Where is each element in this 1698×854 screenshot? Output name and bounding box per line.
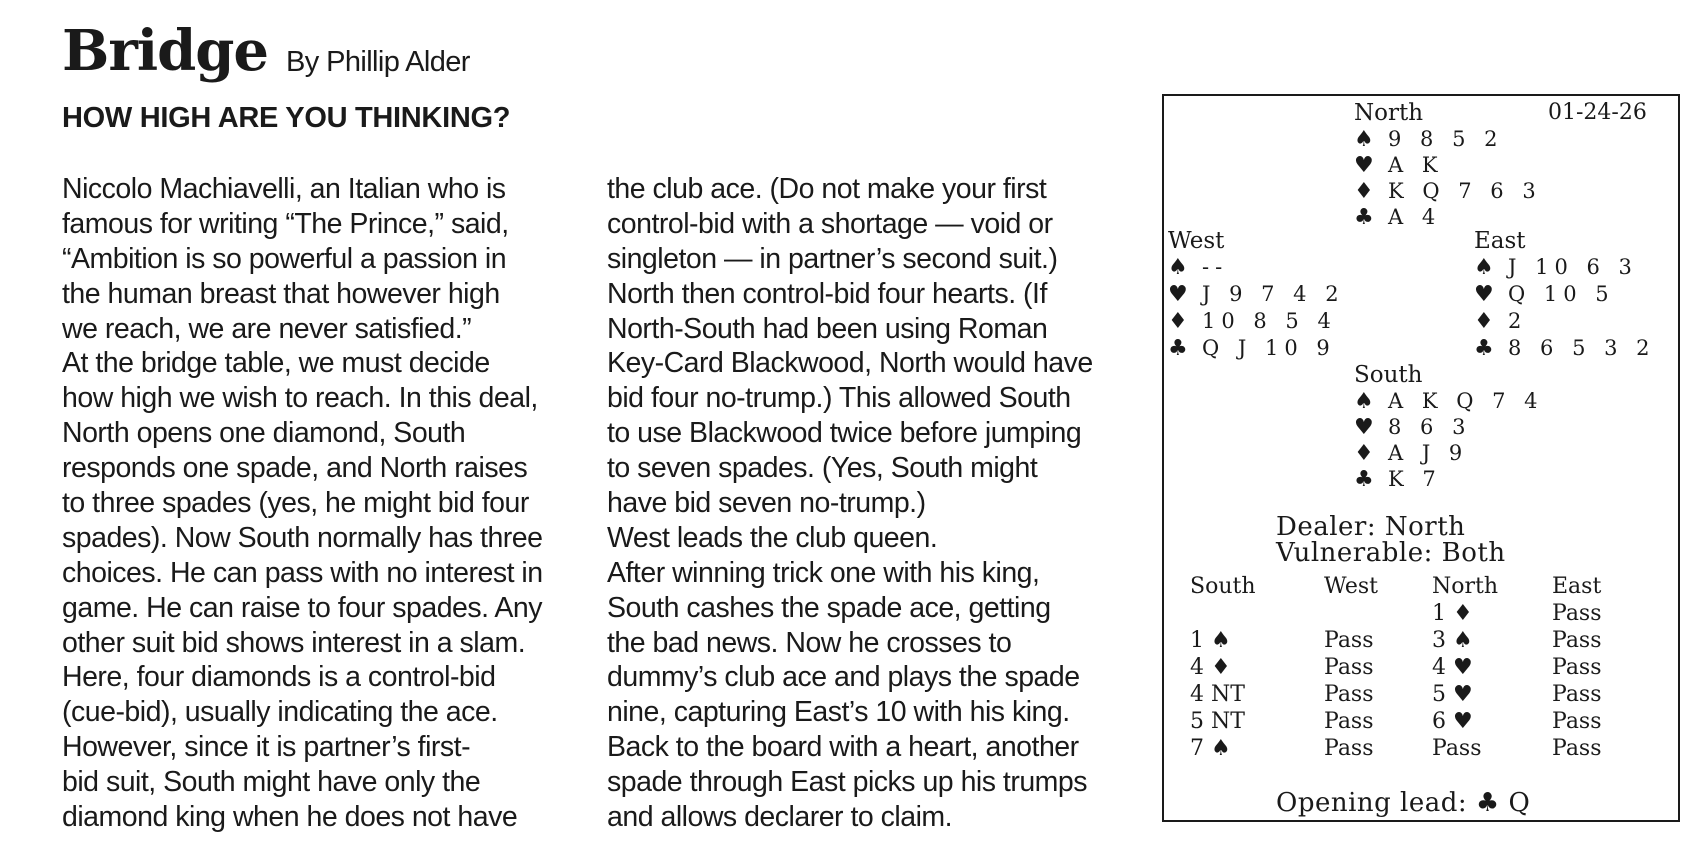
auction-bid: Pass [1552,601,1602,626]
south-spades [1354,388,1544,415]
text-line: Key-Card Blackwood, North would have [607,347,1093,380]
auction-header-south: South [1190,574,1256,599]
auction-bid: 1 ♦ [1432,601,1473,626]
club-icon: ♣ [1474,336,1494,361]
auction-bid: Pass [1552,655,1602,680]
text-line: to use Blackwood twice before jumping [607,417,1082,450]
auction-bid: 6 ♥ [1432,709,1473,734]
opening-lead: Opening lead: ♣ Q [1276,788,1531,818]
auction-bid: 5 NT [1190,709,1245,734]
north-label: North [1354,100,1424,126]
text-line: South cashes the spade ace, getting [607,591,1051,624]
west-hearts [1168,281,1345,308]
west-spades [1168,254,1228,281]
text-line: North then control-bid four hearts. (If [607,277,1047,310]
east-hearts [1474,281,1615,308]
text-line: and allows declarer to claim. [607,801,953,834]
text-line: to three spades (yes, he might bid four [62,487,529,520]
text-line: North-South had been using Roman [607,312,1048,345]
article-column-1 [62,172,543,835]
auction-bid: 4 ♦ [1190,655,1231,680]
north-clubs [1354,204,1441,231]
text-line: diamond king when he does not have [62,801,518,834]
south-diamonds [1354,440,1468,467]
south-hearts [1354,414,1471,441]
north-diamond-cards: K Q 7 6 3 [1388,179,1542,203]
text-line: North opens one diamond, South [62,417,466,450]
north-spades [1354,126,1503,153]
text-line: game. He can raise to four spades. Any [62,591,543,624]
west-diamonds [1168,308,1337,335]
east-clubs [1474,335,1656,362]
text-line: other suit bid shows interest in a slam. [62,626,526,659]
bridge-deal-diagram [1162,94,1680,822]
west-spade-cards: -- [1202,255,1229,279]
auction-bid: Pass [1324,655,1374,680]
diamond-icon: ♦ [1474,309,1494,334]
text-line: responds one spade, and North raises [62,452,528,485]
text-line: nine, capturing East’s 10 with his king. [607,696,1070,729]
text-line: famous for writing “The Prince,” said, [62,207,509,240]
text-line: choices. He can pass with no interest in [62,556,543,589]
east-spades [1474,254,1638,281]
east-club-cards: 8 6 5 3 2 [1508,336,1656,360]
text-line: we reach, we are never satisfied.” [62,312,472,345]
auction-bid: Pass [1324,709,1374,734]
auction-bid: 5 ♥ [1432,682,1473,707]
spade-icon: ♠ [1474,255,1494,280]
auction-bid: Pass [1324,736,1374,761]
spade-icon: ♠ [1354,389,1374,414]
text-line: After winning trick one with his king, [607,556,1040,589]
spade-icon: ♠ [1168,255,1188,280]
text-line: the human breast that however high [62,277,500,310]
auction-bid: Pass [1324,682,1374,707]
diamond-icon: ♦ [1354,441,1374,466]
west-diamond-cards: 10 8 5 4 [1202,309,1337,333]
east-diamond-cards: 2 [1508,309,1528,333]
text-line: However, since it is partner’s first- [62,731,471,764]
north-heart-cards: A K [1388,153,1444,177]
text-line: Here, four diamonds is a control-bid [62,661,496,694]
text-line: bid suit, South might have only the [62,766,481,799]
heart-icon: ♥ [1354,415,1374,440]
auction-header-east: East [1552,574,1602,599]
byline: By Phillip Alder [286,46,470,78]
club-icon: ♣ [1168,336,1188,361]
text-line: Niccolo Machiavelli, an Italian who is [62,173,506,205]
text-line: control-bid with a shortage — void or [607,207,1053,240]
heart-icon: ♥ [1354,153,1374,178]
auction-header-west: West [1324,574,1378,599]
text-line: bid four no-trump.) This allowed South [607,382,1071,415]
south-heart-cards: 8 6 3 [1388,415,1472,439]
auction-bid: 4 NT [1190,682,1245,707]
north-club-cards: A 4 [1388,205,1442,229]
east-heart-cards: Q 10 5 [1508,282,1615,306]
auction-bid: 7 ♠ [1190,736,1231,761]
auction-bid: Pass [1552,736,1602,761]
west-heart-cards: J 9 7 4 2 [1202,282,1345,306]
club-icon: ♣ [1354,467,1374,492]
north-spade-cards: 9 8 5 2 [1388,127,1504,151]
text-line: spade through East picks up his trumps [607,766,1088,799]
diamond-icon: ♦ [1354,179,1374,204]
auction-bid: Pass [1432,736,1482,761]
east-spade-cards: J 10 6 3 [1508,255,1638,279]
article-headline: HOW HIGH ARE YOU THINKING? [62,102,511,134]
east-diamonds [1474,308,1527,335]
text-line: West leads the club queen. [607,521,938,554]
dealer-info: Dealer: North [1276,512,1466,542]
east-label: East [1474,228,1526,254]
vulnerability-info: Vulnerable: Both [1276,538,1506,568]
text-line: singleton — in partner’s second suit.) [607,242,1058,275]
auction-header-north: North [1432,574,1499,599]
text-line: “Ambition is so powerful a passion in [62,242,507,275]
auction-bid: Pass [1324,628,1374,653]
west-club-cards: Q J 10 9 [1202,336,1336,360]
diamond-icon: ♦ [1168,309,1188,334]
spade-icon: ♠ [1354,127,1374,152]
text-line: have bid seven no-trump.) [607,487,926,520]
club-icon: ♣ [1354,205,1374,230]
auction-bid: Pass [1552,682,1602,707]
deal-date: 01-24-26 [1548,100,1647,125]
south-diamond-cards: A J 9 [1388,441,1469,465]
text-line: At the bridge table, we must decide [62,347,490,380]
auction-bid: Pass [1552,709,1602,734]
auction-bid: 3 ♠ [1432,628,1473,653]
text-line: (cue-bid), usually indicating the ace. [62,696,498,729]
auction-bid: 1 ♠ [1190,628,1231,653]
text-line: spades). Now South normally has three [62,521,543,554]
text-line: how high we wish to reach. In this deal, [62,382,538,415]
west-clubs [1168,335,1336,362]
column-title: Bridge [62,18,269,84]
text-line: the club ace. (Do not make your first [607,173,1047,205]
text-line: the bad news. Now he crosses to [607,626,1012,659]
article-column-2 [607,172,1093,835]
south-label: South [1354,362,1423,388]
auction-bid: 4 ♥ [1432,655,1473,680]
south-clubs [1354,466,1442,493]
text-line: dummy’s club ace and plays the spade [607,661,1080,694]
south-club-cards: K 7 [1388,467,1442,491]
auction-bid: Pass [1552,628,1602,653]
heart-icon: ♥ [1474,282,1494,307]
north-hearts [1354,152,1444,179]
north-diamonds [1354,178,1542,205]
south-spade-cards: A K Q 7 4 [1388,389,1544,413]
text-line: Back to the board with a heart, another [607,731,1079,764]
text-line: to seven spades. (Yes, South might [607,452,1038,485]
west-label: West [1168,228,1225,254]
heart-icon: ♥ [1168,282,1188,307]
